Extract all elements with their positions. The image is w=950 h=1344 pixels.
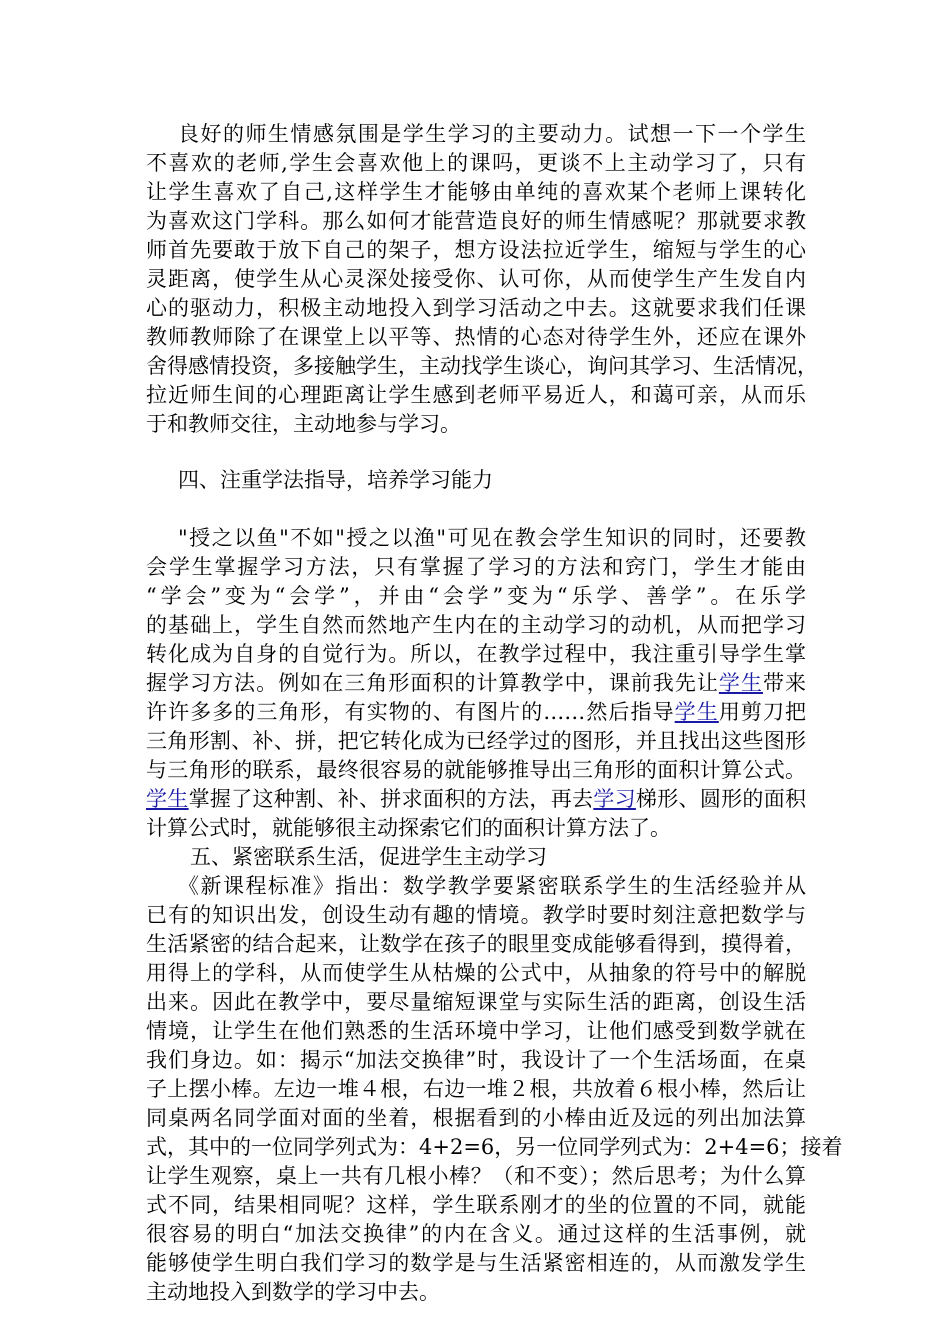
paragraph-1-line-8: 教师教师除了在课堂上以平等、热情的心态对待学生外，还应在课外 (146, 325, 806, 349)
paragraph-1-line-9: 舍得感情投资，多接触学生，主动找学生谈心，询问其学习、生活情况， (146, 354, 818, 378)
paragraph-2-line-7-text-b: 用剪刀把 (718, 700, 807, 724)
paragraph-3-line-5: 出来。因此在教学中，要尽量缩短课堂与实际生活的距离，创设生活 (146, 990, 806, 1014)
student-link[interactable]: 学生 (674, 700, 719, 724)
paragraph-3-line-4: 用得上的学科，从而使学生从枯燥的公式中，从抽象的符号中的解脱 (146, 961, 806, 985)
paragraph-3-line-8: 子上摆小棒。左边一堆４根，右边一堆２根，共放着６根小棒，然后让 (146, 1077, 806, 1101)
paragraph-2-line-10-text-b: 梯形、圆形的面积 (635, 787, 807, 811)
paragraph-1-line-7: 心的驱动力，积极主动地投入到学习活动之中去。这就要求我们任课 (146, 296, 806, 320)
paragraph-2-line-3: “学会”变为“会学”，并由“会学”变为“乐学、善学”。在乐学 (146, 584, 806, 608)
paragraph-1-line-11: 于和教师交往，主动地参与学习。 (146, 412, 461, 436)
paragraph-2-line-11: 计算公式时，就能够很主动探索它们的面积计算方法了。 (146, 816, 671, 840)
study-link[interactable]: 学习 (593, 787, 636, 811)
student-link[interactable]: 学生 (718, 671, 763, 695)
paragraph-3-line-7: 我们身边。如：揭示“加法交换律”时，我设计了一个生活场面，在桌 (146, 1048, 806, 1072)
paragraph-2-line-10 (146, 784, 806, 814)
paragraph-2-line-7-text-a: 许许多多的三角形，有实物的、有图片的……然后指导 (146, 700, 675, 724)
paragraph-3-line-3: 生活紧密的结合起来，让数学在孩子的眼里变成能够看得到，摸得着， (146, 932, 806, 956)
paragraph-2-line-6-text-b: 带来 (762, 671, 807, 695)
student-link[interactable]: 学生 (146, 787, 189, 811)
paragraph-2-line-6 (146, 668, 806, 698)
paragraph-2-line-8: 三角形割、补、拼，把它转化成为已经学过的图形，并且找出这些图形 (146, 729, 806, 753)
paragraph-2-line-9: 与三角形的联系，最终很容易的就能够推导出三角形的面积计算公式。 (146, 758, 806, 782)
section-heading-4: 四、注重学法指导，培养学习能力 (178, 468, 493, 492)
paragraph-3-line-11: 让学生观察，桌上一共有几根小棒？（和不变）；然后思考；为什么算 (146, 1164, 806, 1188)
paragraph-3-line-1: 《新课程标准》指出：数学教学要紧密联系学生的生活经验并从 (178, 874, 806, 898)
paragraph-3-line-9: 同桌两名同学面对面的坐着，根据看到的小棒由近及远的列出加法算 (146, 1106, 806, 1130)
section-heading-5: 五、紧密联系生活，促进学生主动学习 (190, 845, 547, 869)
paragraph-2-line-2: 会学生掌握学习方法，只有掌握了学习的方法和窍门，学生才能由 (146, 555, 806, 579)
paragraph-3-line-14: 能够使学生明白我们学习的数学是与生活紧密相连的，从而激发学生 (146, 1251, 806, 1275)
paragraph-3-line-15: 主动地投入到数学的学习中去。 (146, 1280, 440, 1304)
paragraph-2-line-7 (146, 697, 806, 727)
paragraph-3-line-6: 情境，让学生在他们熟悉的生活环境中学习，让他们感受到数学就在 (146, 1019, 806, 1043)
paragraph-1-line-10: 拉近师生间的心理距离让学生感到老师平易近人，和蔼可亲，从而乐 (146, 383, 806, 407)
paragraph-2-line-10-text-a: 掌握了这种割、补、拼求面积的方法，再去 (188, 787, 594, 811)
paragraph-1-line-6: 灵距离，使学生从心灵深处接受你、认可你，从而使学生产生发自内 (146, 267, 806, 291)
paragraph-2-line-1: "授之以鱼"不如"授之以渔"可见在教会学生知识的同时，还要教 (178, 526, 806, 550)
paragraph-1-line-1: 良好的师生情感氛围是学生学习的主要动力。试想一下一个学生 (178, 122, 806, 146)
paragraph-2-line-6-text-a: 握学习方法。例如在三角形面积的计算教学中，课前我先让 (146, 671, 719, 695)
paragraph-1-line-2: 不喜欢的老师,学生会喜欢他上的课吗，更谈不上主动学习了，只有 (146, 151, 806, 175)
paragraph-1-line-5: 师首先要敢于放下自己的架子，想方设法拉近学生，缩短与学生的心 (146, 238, 806, 262)
paragraph-2-line-4: 的基础上，学生自然而然地产生内在的主动学习的动机，从而把学习 (146, 613, 806, 637)
paragraph-1-line-3: 让学生喜欢了自己,这样学生才能够由单纯的喜欢某个老师上课转化 (146, 180, 806, 204)
paragraph-1-line-4: 为喜欢这门学科。那么如何才能营造良好的师生情感呢？那就要求教 (146, 209, 806, 233)
paragraph-2-line-5: 转化成为自身的自觉行为。所以，在教学过程中，我注重引导学生掌 (146, 642, 806, 666)
paragraph-3-line-2: 已有的知识出发，创设生动有趣的情境。教学时要时刻注意把数学与 (146, 903, 806, 927)
paragraph-3-line-12: 式不同，结果相同呢？这样，学生联系刚才的坐的位置的不同，就能 (146, 1193, 806, 1217)
paragraph-3-line-13: 很容易的明白“加法交换律”的内在含义。通过这样的生活事例，就 (146, 1222, 806, 1246)
paragraph-3-line-10: 式，其中的一位同学列式为：4+2=6，另一位同学列式为：2+4=6；接着 (146, 1135, 843, 1159)
